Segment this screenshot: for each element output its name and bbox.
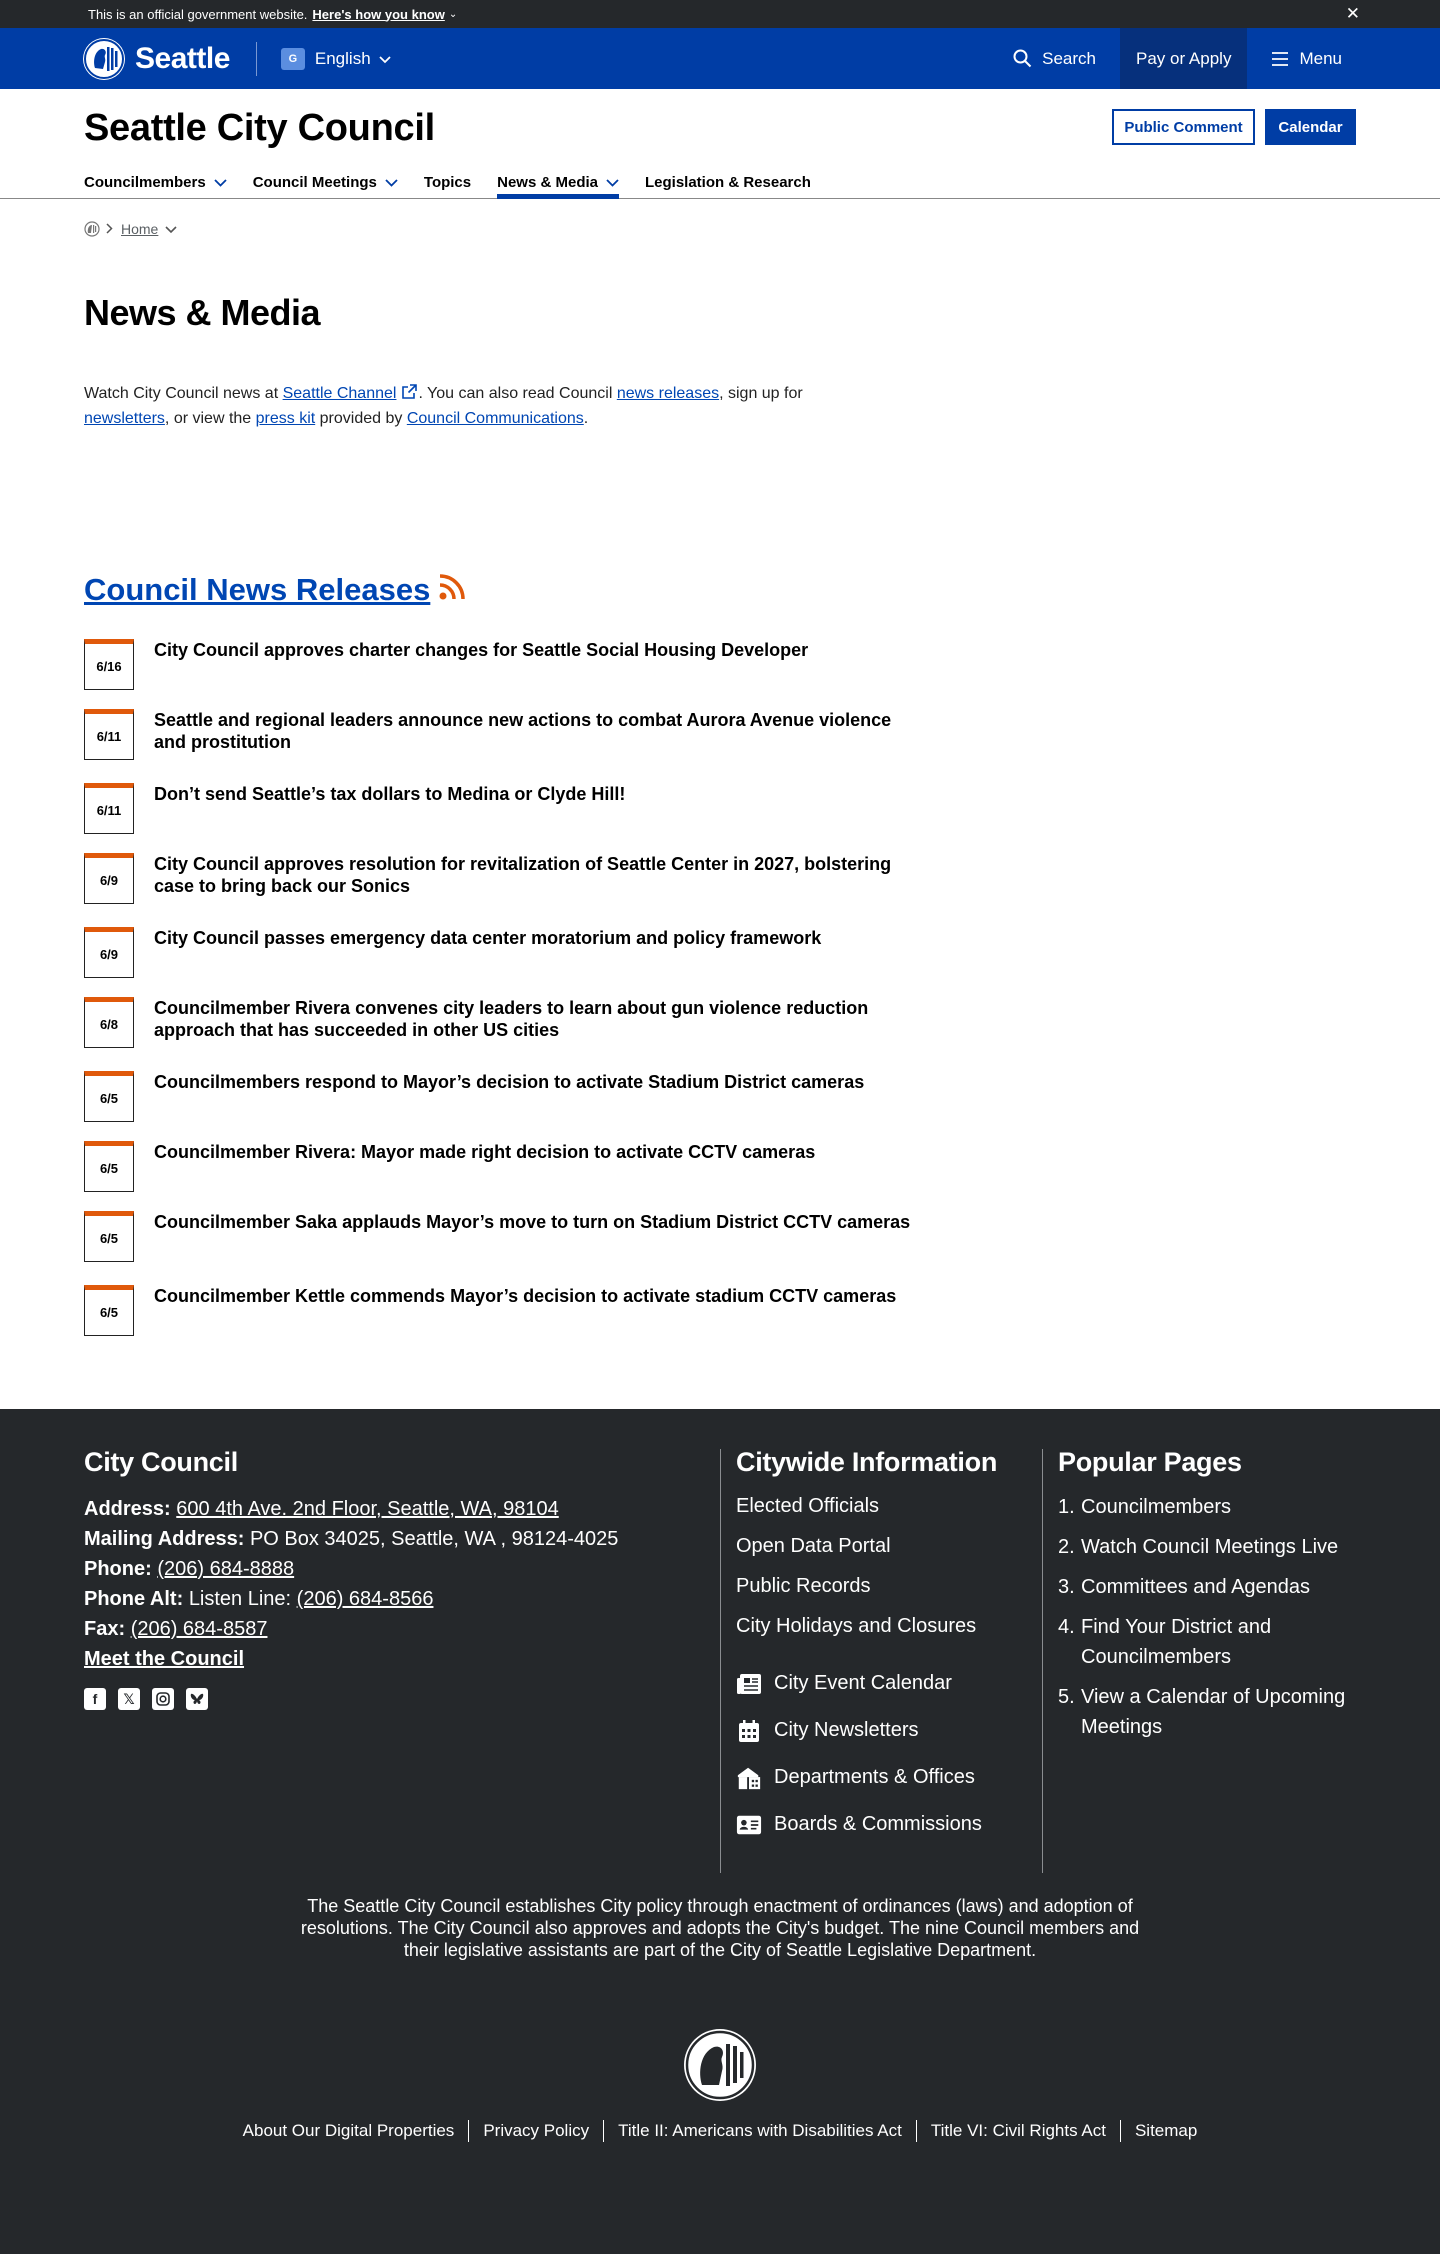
news-releases-heading-link[interactable]: Council News Releases [84,572,431,607]
footer-citywide-info [736,1447,997,1848]
rss-icon[interactable] [438,571,468,609]
footer-link[interactable]: Open Data Portal [736,1535,891,1557]
news-release-link[interactable]: Councilmember Rivera: Mayor made right decision to activate CCTV cameras [154,1142,816,1162]
footer-bottom-link[interactable]: Title II: Americans with Disabilities Act [603,2120,916,2142]
language-selector[interactable] [281,48,391,70]
phone-alt-prefix: Listen Line: [188,1588,292,1610]
footer-bottom-link[interactable]: About Our Digital Properties [242,2121,455,2140]
meet-council-link[interactable]: Meet the Council [84,1648,245,1670]
address-label: Address: [84,1498,171,1520]
footer-link[interactable]: Public Records [736,1575,871,1597]
official-banner [0,0,1440,28]
nav-news-media[interactable] [497,167,619,197]
news-release-link[interactable]: Seattle and regional leaders announce new actions to combat Aurora Avenue violence and prostitution [154,710,892,752]
news-release-link[interactable]: Councilmember Kettle commends Mayor’s decision to activate stadium CCTV cameras [154,1286,897,1306]
footer-link[interactable]: City Holidays and Closures [736,1615,977,1637]
news-release-link[interactable]: City Council approves resolution for revitalization of Seattle Center in 2027, bolstering case to bring back our Sonics [154,854,892,896]
footer-heading: Popular Pages [1058,1447,1242,1477]
mailing-address: PO Box 34025, Seattle, WA , 98124-4025 [249,1528,619,1550]
date-badge: 6/5 [84,1141,134,1192]
icon-link-label: Boards & Commissions [774,1813,982,1835]
date-badge: 6/9 [84,853,134,904]
list-item[interactable] [1058,1532,1348,1562]
news-releases-link[interactable]: news releases [616,385,720,402]
list-number: 4. [1058,1616,1075,1638]
nav-legislation-research[interactable] [645,167,811,197]
footer-heading: City Council [84,1447,238,1477]
footer-bottom-link[interactable]: Sitemap [1120,2120,1211,2142]
chevron-down-icon [379,49,391,69]
seattle-seal-icon[interactable] [84,221,100,237]
icon-link-label: City Newsletters [774,1719,919,1741]
nav-council-meetings[interactable] [253,167,398,197]
news-release-link[interactable]: Councilmember Rivera convenes city leaders to learn about gun violence reduction approach that has succeeded in other US cities [154,998,869,1040]
intro-text: , sign up for [719,385,803,402]
date-badge: 6/5 [84,1071,134,1122]
popular-link[interactable]: Watch Council Meetings Live [1081,1536,1339,1558]
phone-link[interactable]: (206) 684-8888 [157,1558,295,1580]
phone-alt-line [84,1584,618,1614]
news-release-link[interactable]: Councilmembers respond to Mayor’s decision to activate Stadium District cameras [154,1072,865,1092]
council-description: The Seattle City Council establishes City policy through enactment of ordinances (laws) and adoption of resolutions. The City Council also approves and adopts the City's budget. The nine Council members and their legislative assistants are part of the City of Seattle Legislative Department. [300,1896,1140,1960]
footer-bottom-link[interactable]: Title VI: Civil Rights Act [916,2120,1120,2142]
date-badge: 6/9 [84,927,134,978]
nav-label: Topics [423,173,472,191]
seattle-logo[interactable] [83,38,230,80]
nav-topics[interactable] [424,167,471,197]
global-header [0,28,1440,89]
header-divider [256,42,257,76]
news-release-link[interactable]: City Council passes emergency data center moratorium and policy framework [154,928,822,948]
chevron-down-icon[interactable]: ⌄ [448,8,458,20]
menu-label: Menu [1299,48,1342,68]
date-badge: 6/11 [84,709,134,760]
footer-popular-pages [1058,1447,1348,1752]
breadcrumb [84,221,177,237]
icon-link-label: Departments & Offices [774,1766,975,1788]
intro-text: . You can also read Council [418,385,617,402]
chevron-down-icon[interactable] [165,221,177,237]
date-badge: 6/5 [84,1211,134,1262]
chevron-down-icon [385,174,398,191]
event-calendar-link[interactable] [736,1660,997,1707]
list-number: 2. [1058,1536,1075,1558]
close-icon[interactable]: ✕ [1345,4,1360,23]
list-item[interactable] [1058,1612,1348,1672]
footer-legal-links [0,2120,1440,2142]
mailing-label: Mailing Address: [84,1528,245,1550]
social-links [84,1688,618,1710]
calendar-button[interactable]: Calendar [1265,109,1356,145]
id-card-icon [736,1813,762,1837]
nav-label: Legislation & Research [645,173,811,191]
nav-label: Councilmembers [84,173,206,191]
instagram-icon[interactable] [152,1688,174,1710]
phone-alt-label: Phone Alt: [84,1588,184,1610]
how-you-know-link[interactable]: Here's how you know [312,6,445,22]
council-communications-link[interactable]: Council Communications [406,410,584,427]
list-number: 1. [1058,1496,1075,1518]
boards-commissions-link[interactable] [736,1801,997,1848]
fax-line [84,1614,618,1644]
date-badge: 6/8 [84,997,134,1048]
footer-heading: Citywide Information [736,1447,998,1477]
date-badge: 6/11 [84,783,134,834]
seattle-seal-icon[interactable] [684,2029,756,2101]
menu-button[interactable] [1247,28,1440,89]
list-item[interactable] [1058,1572,1348,1602]
news-release-link[interactable]: Councilmember Saka applauds Mayor’s move to turn on Stadium District CCTV cameras [154,1212,911,1232]
newsletters-link[interactable]: newsletters [84,410,165,427]
breadcrumb-home-link[interactable]: Home [121,221,159,237]
site-footer [0,1409,1440,2254]
seattle-seal-icon [83,38,125,80]
popular-link[interactable]: View a Calendar of Upcoming Meetings [1081,1686,1346,1738]
newspaper-icon [736,1672,762,1696]
intro-paragraph [84,381,884,431]
list-number: 3. [1058,1576,1075,1598]
address-line [84,1494,618,1524]
chevron-right-icon [106,221,113,237]
list-item[interactable] [1058,1492,1348,1522]
press-kit-link[interactable]: press kit [255,410,316,427]
seattle-channel-link[interactable]: Seattle Channel [282,385,397,402]
footer-divider [720,1449,721,1873]
footer-bottom-link[interactable]: Privacy Policy [468,2120,603,2142]
phone-label: Phone: [84,1558,152,1580]
popular-link[interactable]: Councilmembers [1081,1496,1232,1518]
list-item[interactable] [1058,1682,1348,1742]
meet-council-line [84,1644,618,1674]
news-releases-heading [84,571,468,609]
footer-divider [1042,1449,1043,1873]
footer-contact [84,1447,618,1710]
logo-text: Seattle [135,41,230,75]
x-icon[interactable]: 𝕏 [118,1688,140,1710]
list-number: 5. [1058,1686,1075,1708]
hamburger-icon [1271,52,1289,66]
pay-or-apply-button[interactable]: Pay or Apply [1120,28,1247,89]
address-link[interactable]: 600 4th Ave. 2nd Floor, Seattle, WA, 98104 [176,1498,559,1520]
buildings-icon [736,1766,762,1790]
chevron-down-icon [214,174,227,191]
site-nav [84,167,837,197]
bluesky-icon[interactable] [186,1688,208,1710]
facebook-icon[interactable]: f [84,1688,106,1710]
intro-text: Watch City Council news at [84,385,283,402]
newsletters-link[interactable] [736,1707,997,1754]
news-release-link[interactable]: City Council approves charter changes for Seattle Social Housing Developer [154,640,809,660]
departments-link[interactable] [736,1754,997,1801]
footer-link[interactable]: Elected Officials [736,1495,880,1517]
search-icon [1013,49,1032,68]
date-badge: 6/5 [84,1285,134,1336]
chevron-down-icon [606,174,619,191]
phone-line [84,1554,618,1584]
public-comment-button[interactable]: Public Comment [1112,109,1255,145]
mailing-line [84,1524,618,1554]
intro-text: , or view the [164,410,256,427]
intro-text: provided by [315,410,407,427]
nav-councilmembers[interactable] [84,167,227,197]
translate-icon: G [281,48,305,70]
icon-link-label: City Event Calendar [774,1672,952,1694]
news-release-link[interactable]: Don’t send Seattle’s tax dollars to Medina or Clyde Hill! [154,784,626,804]
nav-label: Council Meetings [252,173,377,191]
site-header [0,89,1440,199]
popular-link[interactable]: Committees and Agendas [1081,1576,1311,1598]
fax-label: Fax: [84,1618,126,1640]
popular-link[interactable]: Find Your District and Councilmembers [1081,1616,1272,1668]
phone-alt-link[interactable]: (206) 684-8566 [296,1588,434,1610]
external-link-icon[interactable] [401,383,418,400]
site-title[interactable]: Seattle City Council [84,107,435,149]
date-badge: 6/16 [84,639,134,690]
intro-text: . [583,410,589,427]
calendar-icon [736,1719,762,1743]
search-label: Search [1042,48,1097,68]
official-banner-text: This is an official government website. [88,6,308,22]
page-title: News & Media [84,292,321,333]
search-button[interactable] [989,28,1120,89]
nav-label: News & Media [497,173,598,191]
fax-link[interactable]: (206) 684-8587 [130,1618,268,1640]
language-label: English [314,48,371,68]
